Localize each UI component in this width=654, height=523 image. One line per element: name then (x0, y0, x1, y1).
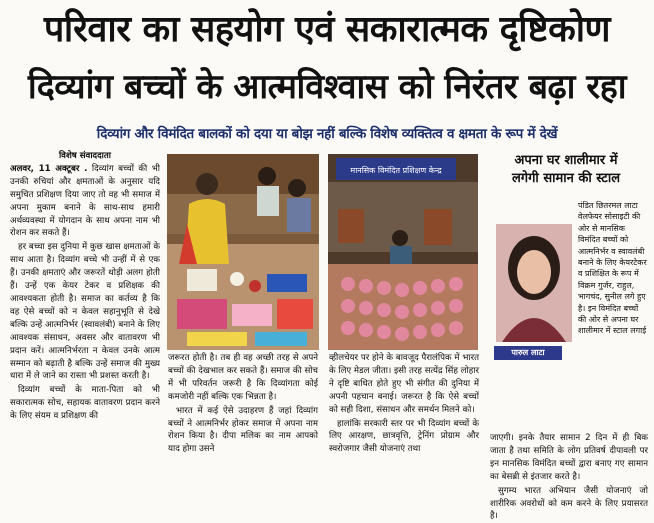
portrait-photo (496, 224, 572, 342)
column-4-paragraph-1: सुगम्य भारत अभियान जैसी योजनाएं जो शारीरिक अवरोधों को कम करने के लिए प्रयासरत है। (490, 485, 648, 522)
article-column-4 (490, 432, 648, 522)
column-1-paragraph-3: दिव्यांग बच्चों के माता-पिता को भी सकारात्मक सोच, सहायक वातावरण प्रदान करने के लिए संयम व प्रशिक्षण की (10, 385, 160, 422)
photo-training-centre-diyas (328, 154, 478, 350)
column-2-paragraph-1: जरूरत होती है। तब ही वह अच्छी तरह से अपने बच्चों की देखभाल कर सकते हैं। समाज की सोच में भी परिवर्तन जरूरी है कि दिव्यांगता कोई कमजोरी नहीं बल्कि एक भिन्नता है। (168, 353, 318, 402)
sidebar-box (490, 200, 648, 430)
photo-banner-text: मानसिक विमंदित प्रशिक्षण केन्द्र (350, 166, 442, 175)
column-1-paragraph-1: दिव्यांग बच्चों की भी उनकी रुचियां और क्षमताओं के अनुसार यदि समुचित प्रशिक्षण दिया जाए तो वह भी समाज में अपना मुकाम बनाने के साथ-साथ हमारी अर्थव्यवस्था में योगदान के साथ अपना नाम भी रोशन कर सकते हैं। (10, 163, 160, 239)
column-3-paragraph-1: व्हीलचेयर पर होने के बावजूद पैरालंपिक में भारत के लिए मेडल जीता। इसी तरह सत्येंद्र सिंह लोहार ने दृष्टि बाधित होते हुए भी संगीत की दुनिया में अपनी पहचान बनाई। जरूरत है कि ऐसे बच्चों को सही दिशा, संसाधन और समर्थन मिलने को। (329, 353, 479, 415)
sidebar-text-2: जाएगी। इनके तैयार सामान 2 दिन में ही बिक जाता है तथा समिति के लोग प्रतिवर्ष दीपावली पर इन मानसिक विमंदित बच्चों द्वारा बनाए गए सामान का बेसब्री से इंतजार करते है। (490, 433, 648, 482)
portrait-caption: पारुल लाटा (494, 346, 562, 360)
column-2-paragraph-2: भारत में कई ऐसे उदाहरण हैं जहां दिव्यांग बच्चों ने आत्मनिर्भर होकर समाज में अपना नाम रोशन किया है। दीपा मलिक का नाम आपको याद होगा उसने (168, 405, 318, 455)
dateline: अलवर, 11 अक्टूबर . (10, 163, 88, 174)
sidebar-headline-line-2: लगेगी सामान की स्टाल (511, 171, 621, 186)
headline-line-2: दिव्यांग बच्चों के आत्मविश्वास को निरंतर बढ़ा रहा (27, 67, 627, 107)
byline: विशेष संवाददाता (58, 151, 112, 161)
article-column-3 (329, 352, 479, 480)
column-3-paragraph-2: हालांकि सरकारी स्तर पर भी दिव्यांग बच्चों के लिए आरक्षण, छात्रवृत्ति, ट्रेनिंग प्रोग्राम और स्वरोजगार जैसी योजनाएं तथा (329, 418, 479, 455)
column-1-paragraph-2: हर बच्चा इस दुनिया में कुछ खास क्षमताओं के साथ आता है। दिव्यांग बच्चे भी उन्हीं में से एक हैं। उनकी क्षमताएं और जरूरतें थोड़ी अलग होती हैं। उन्हें एक केयर टेकर व प्रशिक्षक की आवश्यकता होती है। समाज का कर्तव्य है कि वह ऐसे बच्चों को न केवल सहानुभूति से देखे बल्कि उन्हें आत्मनिर्भर (स्वावलंबी) बनाने के लिए आवश्यक संसाधन, अवसर और वातावरण भी प्रदान करें। आत्मनिर्भरता न केवल उनके आत्म सम्मान को बढ़ाती है बल्कि उन्हें समाज की मुख्य धारा में ले जाने का रास्ता भी प्रशस्त करती है। (10, 242, 160, 382)
sidebar-headline (483, 152, 649, 188)
article-column-1 (10, 150, 160, 480)
subheadline: दिव्यांग और विमंदित बालकों को दया या बोझ नहीं बल्कि विशेष व्यक्तित्व व क्षमता के रूप में देखें (96, 126, 558, 142)
photo-children-making-crafts (167, 154, 319, 350)
sidebar-headline-line-1: अपना घर शालीमार में (514, 153, 618, 168)
sidebar-text-1: पंडित छितरमल लाटा वेलफेयर सोसाइटी की ओर से मानसिक विमंदित बच्चों को आत्मनिर्भर व स्वावलंबी बनाने के लिए केयरटेकर व प्रशिक्षित के रूप में विक्रम गुर्जर, राहुल, भागचंद, सुनील लगे हुए है। इन विमंदित बच्चों की ओर से अपना घर शालीमार में स्टाल लगाई (578, 201, 647, 336)
article-column-2 (168, 352, 318, 480)
headline-line-1: परिवार का सहयोग एवं सकारात्मक दृष्टिकोण (43, 9, 611, 50)
